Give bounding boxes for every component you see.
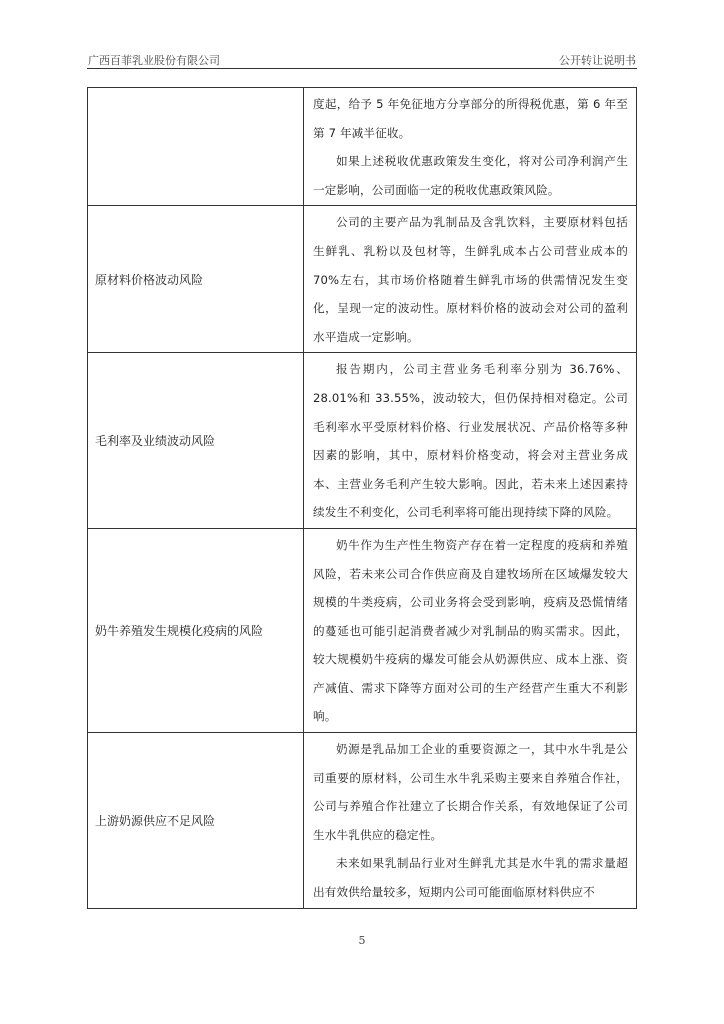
risk-paragraph: 报告期内，公司主营业务毛利率分别为 36.76%、28.01%和 33.55%，波动较大，但仍保持相对稳定。公司毛利率水平受原材料价格、行业发展状况、产品价格等多种因素的影响，其中，原材料价格变动，将会对主营业务成本、主营业务毛利产生较大影响。因此，若未来上述因素持续发生不利变化，公司毛利率将可能出现持续下降的风险。: [313, 362, 628, 520]
risk-description-cell: [304, 528, 637, 732]
risk-name-cell: [88, 88, 304, 206]
risk-paragraph: 公司的主要产品为乳制品及含乳饮料，主要原材料包括生鲜乳、乳粉以及包材等，生鲜乳成本占公司营业成本的 70%左右，其市场价格随着生鲜乳市场的供需情况发生变化，呈现一定的波动性。原材料价格的波动会对公司的盈利水平造成一定影响。: [313, 215, 628, 344]
page-header: [87, 50, 637, 69]
risk-name-cell: 奶牛养殖发生规模化疫病的风险: [88, 528, 304, 732]
table-row: [88, 206, 637, 353]
risk-description-cell: [304, 88, 637, 206]
risk-paragraph: 未来如果乳制品行业对生鲜乳尤其是水牛乳的需求量超出有效供给量较多，短期内公司可能面临原材料供应不: [313, 856, 628, 900]
risk-description-cell: [304, 353, 637, 529]
risk-paragraph: 度起，给予 5 年免征地方分享部分的所得税优惠，第 6 年至第 7 年减半征收。: [313, 97, 628, 140]
risk-paragraph: 奶牛作为生产性生物资产存在着一定程度的疫病和养殖风险，若未来公司合作供应商及自建牧场所在区域爆发较大规模的牛类疫病，公司业务将会受到影响，疫病及恐慌情绪的蔓延也可能引起消费者减少对乳制品的购买需求。因此，较大规模奶牛疫病的爆发可能会从奶源供应、成本上涨、资产减值、需求下降等方面对公司的生产经营产生重大不利影响。: [313, 537, 628, 724]
risk-paragraph: 奶源是乳品加工企业的重要资源之一，其中水牛乳是公司重要的原材料，公司生水牛乳采购主要来自养殖合作社，公司与养殖合作社建立了长期合作关系，有效地保证了公司生水牛乳供应的稳定性。: [313, 742, 628, 842]
risk-paragraph: 如果上述税收优惠政策发生变化，将对公司净利润产生一定影响，公司面临一定的税收优惠政策风险。: [313, 154, 628, 197]
risk-name-cell: 上游奶源供应不足风险: [88, 733, 304, 909]
risk-name-cell: 原材料价格波动风险: [88, 206, 304, 353]
table-row: [88, 733, 637, 909]
risk-description-cell: [304, 206, 637, 353]
risk-name-cell: 毛利率及业绩波动风险: [88, 353, 304, 529]
table-row: [88, 88, 637, 206]
document-title: 公开转让说明书: [559, 54, 636, 67]
risk-description-cell: [304, 733, 637, 909]
table-row: [88, 528, 637, 732]
company-name: 广西百菲乳业股份有限公司: [88, 54, 220, 67]
page-number: 5: [358, 934, 366, 947]
risk-table: [87, 87, 637, 909]
table-row: [88, 353, 637, 529]
